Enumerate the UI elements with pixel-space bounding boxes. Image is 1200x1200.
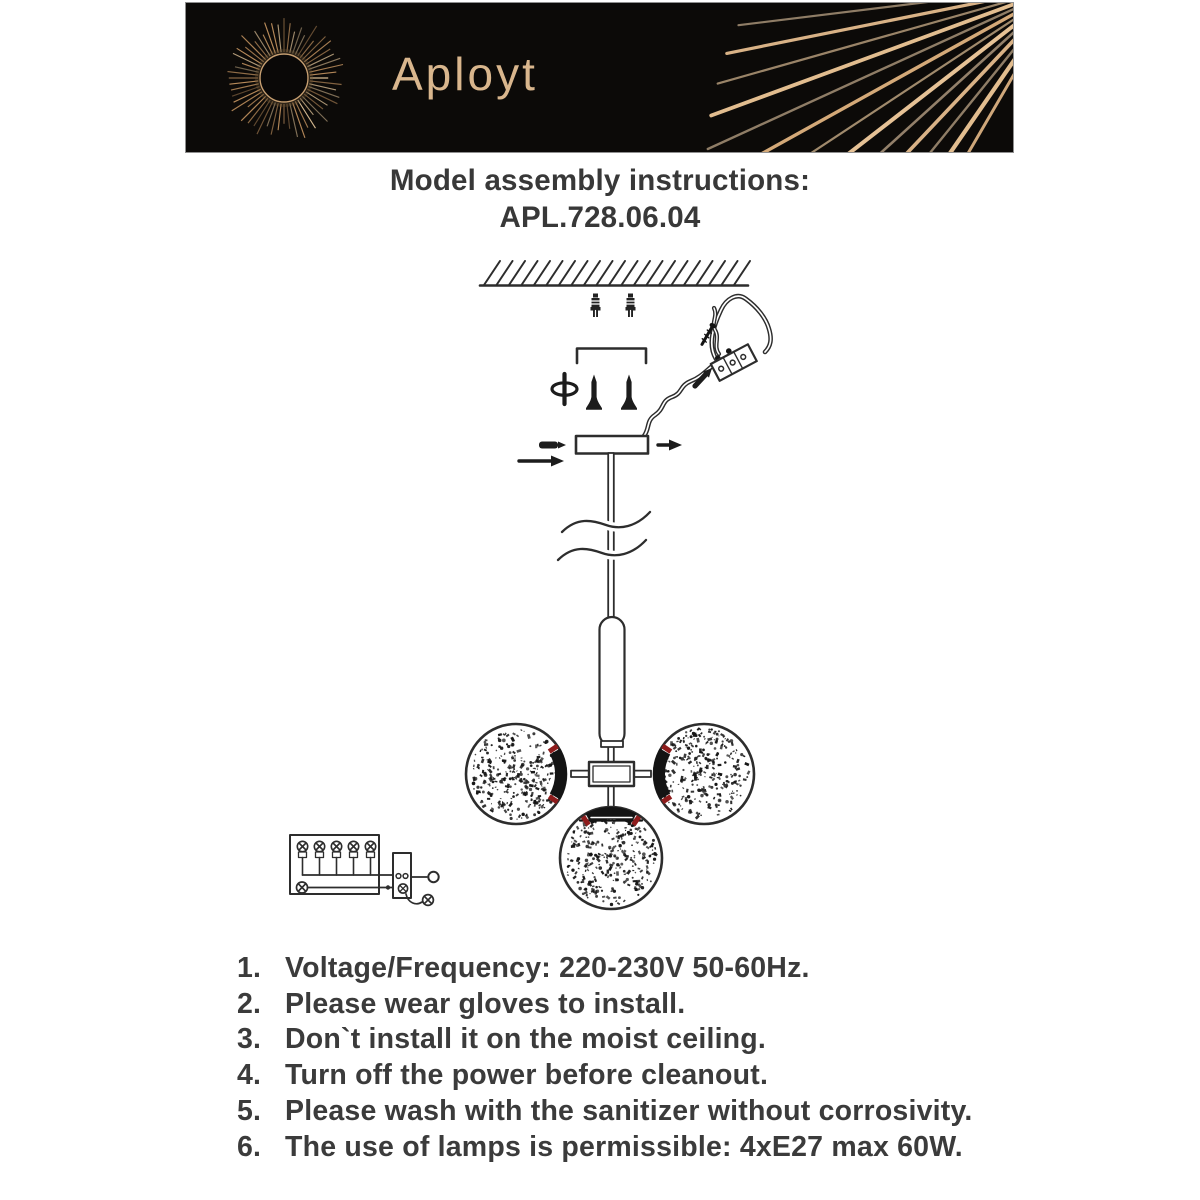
item-number: 3. bbox=[237, 1023, 262, 1056]
item-number: 4. bbox=[237, 1059, 262, 1092]
item-number: 1. bbox=[237, 952, 262, 984]
list-item bbox=[237, 1130, 973, 1166]
set-screw-arrow-icon bbox=[658, 440, 682, 451]
list-item bbox=[237, 1022, 973, 1058]
screw-rotation-icon bbox=[552, 374, 577, 404]
ceiling-hatch-icon bbox=[480, 261, 750, 286]
page-title: Model assembly instructions: bbox=[389, 164, 811, 197]
item-text: Don`t install it on the moist ceiling. bbox=[285, 1023, 767, 1056]
canopy-icon bbox=[576, 436, 648, 454]
item-number: 6. bbox=[237, 1130, 262, 1163]
list-item bbox=[237, 951, 973, 987]
item-text: The use of lamps is permissible: 4xE27 max 60W. bbox=[285, 1130, 963, 1163]
lamp-symbol-icon bbox=[314, 841, 324, 875]
lamp-symbol-icon bbox=[297, 882, 308, 893]
central-hub-icon bbox=[589, 762, 634, 786]
lamp-symbol-icon bbox=[423, 895, 434, 906]
item-text: Turn off the power before cleanout. bbox=[285, 1059, 769, 1092]
slide-arrow-icon bbox=[519, 456, 564, 467]
lamp-symbol-icon bbox=[297, 841, 307, 875]
lamp-symbol-icon bbox=[365, 841, 375, 875]
brand-name: Aployt bbox=[392, 48, 538, 100]
length-break-icon bbox=[558, 512, 650, 560]
instructions-list bbox=[237, 951, 973, 1165]
glass-globe-icon bbox=[466, 724, 566, 824]
lamp-symbol-icon bbox=[348, 841, 358, 875]
item-number: 2. bbox=[237, 987, 262, 1020]
screw-icon bbox=[586, 375, 637, 410]
list-item bbox=[237, 987, 973, 1023]
wall-anchor-icon bbox=[591, 294, 636, 318]
mounting-bracket-icon bbox=[577, 349, 646, 364]
item-text: Voltage/Frequency: 220-230V 50-60Hz. bbox=[285, 952, 810, 984]
item-number: 5. bbox=[237, 1094, 262, 1127]
lamp-symbol-icon bbox=[331, 841, 341, 875]
wiring-schematic-icon bbox=[290, 835, 439, 905]
glass-globe-icon bbox=[654, 724, 754, 824]
wire-connection-icon bbox=[644, 296, 771, 436]
model-number: APL.728.06.04 bbox=[499, 200, 701, 234]
glass-globe-icon bbox=[560, 807, 662, 909]
decorative-capsule-icon bbox=[600, 617, 625, 747]
wall-anchor-icon bbox=[591, 294, 601, 318]
plug-circle-icon bbox=[428, 872, 438, 882]
item-text: Please wash with the sanitizer without corrosivity. bbox=[285, 1094, 973, 1127]
list-item bbox=[237, 1058, 973, 1094]
item-text: Please wear gloves to install. bbox=[285, 987, 686, 1020]
terminal-block-icon bbox=[393, 853, 411, 898]
wall-anchor-icon bbox=[626, 294, 636, 318]
set-screw-arrow-icon bbox=[539, 442, 566, 449]
list-item bbox=[237, 1094, 973, 1130]
